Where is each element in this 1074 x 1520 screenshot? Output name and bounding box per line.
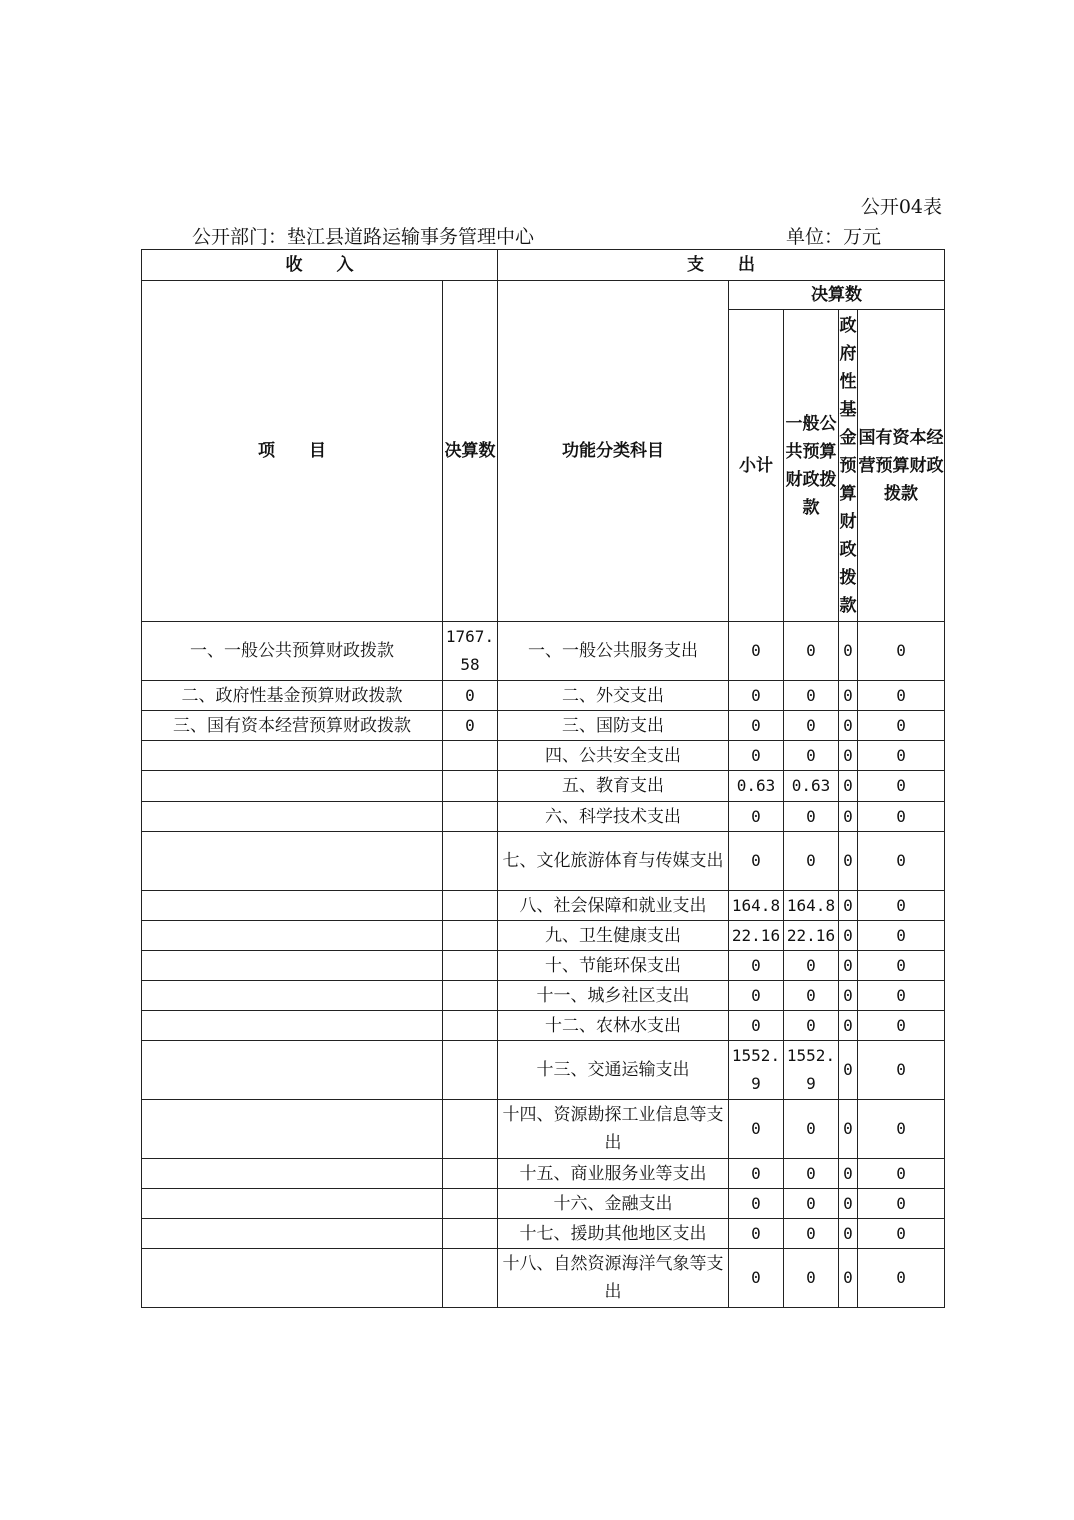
income-amount-cell: 0: [443, 681, 498, 711]
table-row: [142, 1159, 945, 1189]
subtotal-cell: 0.63: [729, 771, 784, 802]
subtotal-cell: 0: [729, 1011, 784, 1041]
state-capital-cell: 0: [858, 832, 945, 891]
fund-budget-cell: 0: [839, 1249, 858, 1308]
fund-budget-cell: 0: [839, 711, 858, 741]
income-item-cell: [142, 1100, 443, 1159]
function-item-cell: 七、文化旅游体育与传媒支出: [498, 832, 729, 891]
income-item-cell: [142, 1011, 443, 1041]
table-row: [142, 981, 945, 1011]
table-row: [142, 771, 945, 802]
function-item-cell: 十五、商业服务业等支出: [498, 1159, 729, 1189]
table-row: [142, 951, 945, 981]
state-capital-cell: 0: [858, 1011, 945, 1041]
general-budget-cell: 0: [784, 802, 839, 832]
fund-budget-cell: 0: [839, 802, 858, 832]
general-budget-cell: 0: [784, 622, 839, 681]
general-budget-cell: 0: [784, 832, 839, 891]
table-row: [142, 1189, 945, 1219]
table-row: [142, 681, 945, 711]
unit-label: 单位：万元: [786, 226, 882, 248]
general-budget-cell: 0: [784, 981, 839, 1011]
subtotal-cell: 0: [729, 981, 784, 1011]
state-capital-cell: 0: [858, 1249, 945, 1308]
fund-budget-cell: 0: [839, 1041, 858, 1100]
income-amount-cell: 1767.58: [443, 622, 498, 681]
income-amount-cell: [443, 1249, 498, 1308]
income-amount-cell: [443, 832, 498, 891]
general-budget-cell: 0: [784, 1189, 839, 1219]
subtotal-cell: 0: [729, 741, 784, 771]
table-row: [142, 802, 945, 832]
function-item-cell: 九、卫生健康支出: [498, 921, 729, 951]
col-amount-header: 决算数: [443, 281, 498, 622]
income-amount-cell: [443, 981, 498, 1011]
col-subtotal-header: 小计: [729, 310, 784, 622]
income-item-cell: [142, 1249, 443, 1308]
department-label: 公开部门：垫江县道路运输事务管理中心: [192, 226, 535, 248]
fund-budget-cell: 0: [839, 741, 858, 771]
fund-budget-cell: 0: [839, 1219, 858, 1249]
table-row: [142, 622, 945, 681]
state-capital-cell: 0: [858, 771, 945, 802]
subtotal-cell: 0: [729, 802, 784, 832]
table-row: [142, 1219, 945, 1249]
table-row: [142, 1100, 945, 1159]
function-item-cell: 十八、自然资源海洋气象等支出: [498, 1249, 729, 1308]
fund-budget-cell: 0: [839, 951, 858, 981]
subtotal-cell: 1552.9: [729, 1041, 784, 1100]
function-item-cell: 十七、援助其他地区支出: [498, 1219, 729, 1249]
function-item-cell: 五、教育支出: [498, 771, 729, 802]
general-budget-cell: 0: [784, 1219, 839, 1249]
state-capital-cell: 0: [858, 622, 945, 681]
col-fund-header: 政府性基金预算财政拨款: [839, 310, 858, 622]
income-item-cell: [142, 771, 443, 802]
subtotal-cell: 0: [729, 951, 784, 981]
general-budget-cell: 0: [784, 951, 839, 981]
state-capital-cell: 0: [858, 981, 945, 1011]
income-amount-cell: [443, 1159, 498, 1189]
function-item-cell: 十、节能环保支出: [498, 951, 729, 981]
income-amount-cell: [443, 891, 498, 921]
income-item-cell: [142, 741, 443, 771]
subtotal-cell: 22.16: [729, 921, 784, 951]
budget-table: [141, 249, 945, 1308]
col-function-header: 功能分类科目: [498, 281, 729, 622]
state-capital-cell: 0: [858, 1100, 945, 1159]
state-capital-cell: 0: [858, 921, 945, 951]
income-item-cell: 二、政府性基金预算财政拨款: [142, 681, 443, 711]
function-item-cell: 二、外交支出: [498, 681, 729, 711]
income-item-cell: [142, 951, 443, 981]
general-budget-cell: 0: [784, 1249, 839, 1308]
income-amount-cell: [443, 771, 498, 802]
function-item-cell: 十二、农林水支出: [498, 1011, 729, 1041]
fund-budget-cell: 0: [839, 1100, 858, 1159]
income-item-cell: [142, 802, 443, 832]
general-budget-cell: 0: [784, 1159, 839, 1189]
income-item-cell: [142, 1219, 443, 1249]
subtotal-cell: 0: [729, 1189, 784, 1219]
income-item-cell: [142, 981, 443, 1011]
table-row: [142, 891, 945, 921]
col-final-header: 决算数: [729, 281, 945, 310]
function-item-cell: 六、科学技术支出: [498, 802, 729, 832]
general-budget-cell: 0: [784, 1100, 839, 1159]
fund-budget-cell: 0: [839, 921, 858, 951]
table-row: [142, 711, 945, 741]
general-budget-cell: 0: [784, 741, 839, 771]
general-budget-cell: 0: [784, 1011, 839, 1041]
table-row: [142, 741, 945, 771]
table-row: [142, 1011, 945, 1041]
income-item-cell: [142, 832, 443, 891]
income-item-cell: [142, 1041, 443, 1100]
income-item-cell: [142, 891, 443, 921]
subtotal-cell: 0: [729, 711, 784, 741]
state-capital-cell: 0: [858, 741, 945, 771]
general-budget-cell: 0: [784, 681, 839, 711]
income-item-cell: [142, 1189, 443, 1219]
state-capital-cell: 0: [858, 1041, 945, 1100]
income-item-cell: 一、一般公共预算财政拨款: [142, 622, 443, 681]
subtotal-cell: 164.8: [729, 891, 784, 921]
income-item-cell: 三、国有资本经营预算财政拨款: [142, 711, 443, 741]
state-capital-cell: 0: [858, 1219, 945, 1249]
function-item-cell: 十四、资源勘探工业信息等支出: [498, 1100, 729, 1159]
income-amount-cell: [443, 741, 498, 771]
income-amount-cell: [443, 1011, 498, 1041]
table-row: [142, 832, 945, 891]
subtotal-cell: 0: [729, 622, 784, 681]
function-item-cell: 三、国防支出: [498, 711, 729, 741]
income-header: 收 入: [142, 250, 498, 281]
income-amount-cell: [443, 1219, 498, 1249]
income-amount-cell: [443, 1189, 498, 1219]
fund-budget-cell: 0: [839, 981, 858, 1011]
fund-budget-cell: 0: [839, 1159, 858, 1189]
income-item-cell: [142, 921, 443, 951]
income-item-cell: [142, 1159, 443, 1189]
general-budget-cell: 164.8: [784, 891, 839, 921]
subtotal-cell: 0: [729, 681, 784, 711]
subtotal-cell: 0: [729, 832, 784, 891]
state-capital-cell: 0: [858, 681, 945, 711]
state-capital-cell: 0: [858, 1189, 945, 1219]
general-budget-cell: 1552.9: [784, 1041, 839, 1100]
subtotal-cell: 0: [729, 1100, 784, 1159]
state-capital-cell: 0: [858, 711, 945, 741]
income-amount-cell: [443, 921, 498, 951]
state-capital-cell: 0: [858, 802, 945, 832]
fund-budget-cell: 0: [839, 681, 858, 711]
general-budget-cell: 0.63: [784, 771, 839, 802]
state-capital-cell: 0: [858, 891, 945, 921]
table-row: [142, 921, 945, 951]
function-item-cell: 八、社会保障和就业支出: [498, 891, 729, 921]
function-item-cell: 四、公共安全支出: [498, 741, 729, 771]
income-amount-cell: [443, 951, 498, 981]
expense-header: 支 出: [498, 250, 945, 281]
fund-budget-cell: 0: [839, 1189, 858, 1219]
col-general-header: 一般公共预算财政拨款: [784, 310, 839, 622]
table-row: [142, 1249, 945, 1308]
function-item-cell: 十一、城乡社区支出: [498, 981, 729, 1011]
subtotal-cell: 0: [729, 1219, 784, 1249]
fund-budget-cell: 0: [839, 891, 858, 921]
state-capital-cell: 0: [858, 951, 945, 981]
function-item-cell: 十三、交通运输支出: [498, 1041, 729, 1100]
form-number: 公开04表: [860, 196, 942, 218]
income-amount-cell: 0: [443, 711, 498, 741]
col-item-header: 项 目: [142, 281, 443, 622]
income-amount-cell: [443, 1100, 498, 1159]
fund-budget-cell: 0: [839, 771, 858, 802]
income-amount-cell: [443, 1041, 498, 1100]
subtotal-cell: 0: [729, 1249, 784, 1308]
state-capital-cell: 0: [858, 1159, 945, 1189]
subtotal-cell: 0: [729, 1159, 784, 1189]
fund-budget-cell: 0: [839, 1011, 858, 1041]
general-budget-cell: 0: [784, 711, 839, 741]
income-amount-cell: [443, 802, 498, 832]
general-budget-cell: 22.16: [784, 921, 839, 951]
function-item-cell: 一、一般公共服务支出: [498, 622, 729, 681]
fund-budget-cell: 0: [839, 622, 858, 681]
table-row: [142, 1041, 945, 1100]
fund-budget-cell: 0: [839, 832, 858, 891]
function-item-cell: 十六、金融支出: [498, 1189, 729, 1219]
col-state-header: 国有资本经营预算财政拨款: [858, 310, 945, 622]
